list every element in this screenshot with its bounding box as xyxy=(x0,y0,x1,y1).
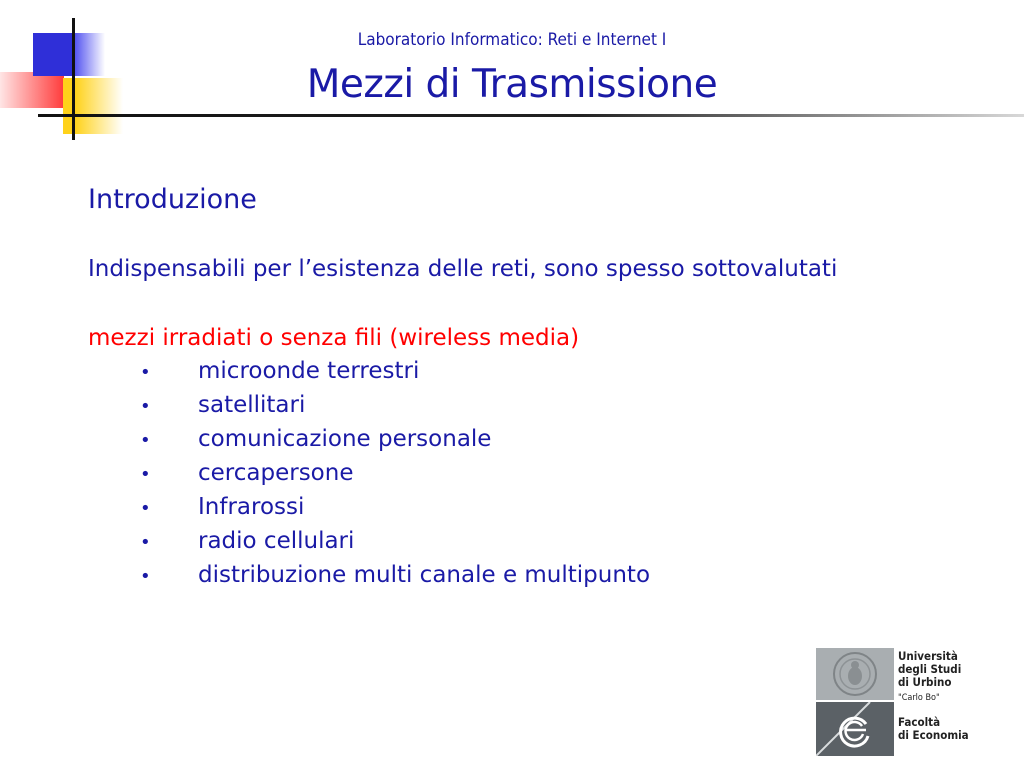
list-item: • cercapersone xyxy=(140,460,354,486)
bullet-icon: • xyxy=(140,396,151,417)
list-item: • microonde terrestri xyxy=(140,358,420,384)
list-item: • radio cellulari xyxy=(140,528,355,554)
seal-icon xyxy=(816,648,894,700)
bullet-icon: • xyxy=(140,566,151,587)
list-item: • Infrarossi xyxy=(140,494,305,520)
logo-carlo-bo: "Carlo Bo" xyxy=(898,693,940,703)
logo-university-name: Università degli Studi di Urbino xyxy=(898,649,962,689)
list-item: • satellitari xyxy=(140,392,306,418)
wireless-media-label: mezzi irradiati o senza fili (wireless media) xyxy=(88,325,580,351)
university-logo xyxy=(816,648,996,758)
list-item: • comunicazione personale xyxy=(140,426,492,452)
bullet-icon: • xyxy=(140,362,151,383)
course-subtitle: Laboratorio Informatico: Reti e Internet I xyxy=(357,30,667,50)
bullet-icon: • xyxy=(140,498,151,519)
bullet-icon: • xyxy=(140,464,151,485)
bullet-icon: • xyxy=(140,430,151,451)
section-heading: Introduzione xyxy=(88,184,257,215)
title-underline xyxy=(38,114,1024,117)
bullet-list xyxy=(140,358,650,596)
slide-title: Mezzi di Trasmissione xyxy=(306,62,718,107)
list-item: • distribuzione multi canale e multipunto xyxy=(140,562,651,588)
bullet-icon: • xyxy=(140,532,151,553)
economics-emblem-icon xyxy=(816,702,894,756)
intro-paragraph: Indispensabili per l’esistenza delle reti, sono spesso sottovalutati xyxy=(88,256,838,282)
logo-faculty: Facoltà di Economia xyxy=(898,715,969,742)
